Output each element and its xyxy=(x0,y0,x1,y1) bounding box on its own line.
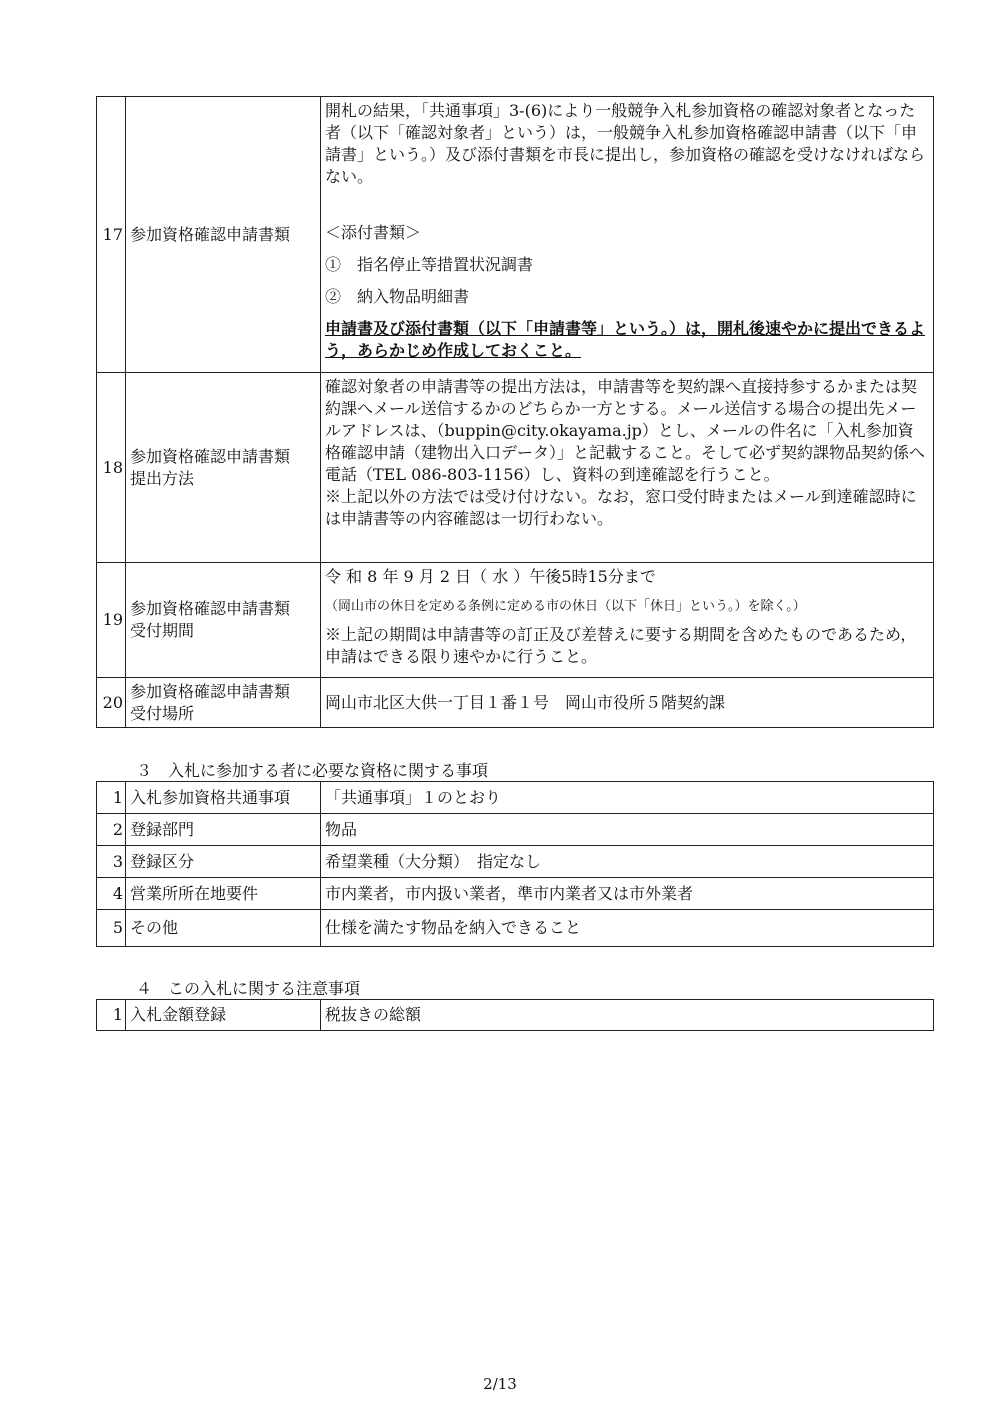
page-number: 2/13 xyxy=(483,1375,517,1393)
deadline-date: 令 和 8 年 9 月 2 日（ 水 ）午後5時15分まで xyxy=(325,567,656,586)
important-note: 申請書及び添付書類（以下「申請書等」という。）は，開札後速やかに提出できるよう，あらかじめ作成しておくこと。 xyxy=(325,319,926,360)
row-number: 17 xyxy=(97,97,126,373)
row-content xyxy=(321,97,934,373)
holiday-note: （岡山市の休日を定める条例に定める市の休日（以下「休日」という。）を除く。） xyxy=(325,599,806,614)
paragraph: ※上記以外の方法では受け付けない。なお，窓口受付時またはメール到達確認時には申請書等の内容確認は一切行わない。 xyxy=(325,487,917,528)
row-number: 5 xyxy=(97,910,126,947)
row-content: 市内業者，市内扱い業者，準市内業者又は市外業者 xyxy=(321,878,934,910)
qualification-table xyxy=(96,781,934,947)
row-number: 3 xyxy=(97,846,126,878)
application-table xyxy=(96,96,934,728)
table-row xyxy=(97,814,934,846)
row-label: 入札金額登録 xyxy=(126,1000,321,1031)
paragraph: 確認対象者の申請書等の提出方法は，申請書等を契約課へ直接持参するかまたは契約課へメール送信するかのどちらか一方とする。メール送信する場合の提出先メールアドレスは、（buppin@city.okayama.jp）とし、メールの件名に「入札参加資格確認申請（建物出入口データ）」と記載すること。そして必ず契約課物品契約係へ電話（TEL 086-803-1156）し、資料の到達確認を行うこと。 xyxy=(325,377,926,484)
row-label: 参加資格確認申請書類 受付場所 xyxy=(126,678,321,728)
section-heading: ４ この入札に関する注意事項 xyxy=(136,979,361,998)
row-content: 「共通事項」１のとおり xyxy=(321,782,934,814)
row-label: 参加資格確認申請書類 受付期間 xyxy=(126,563,321,678)
attachment-item: ② 納入物品明細書 xyxy=(325,287,470,306)
paragraph: 開札の結果，「共通事項」3-(6)により一般競争入札参加資格の確認対象者となった者（以下「確認対象者」という）は，一般競争入札参加資格確認申請書（以下「申請書」という。）及び添付書類を市長に提出し，参加資格の確認を受けなければならない。 xyxy=(325,101,926,186)
row-label: 登録部門 xyxy=(126,814,321,846)
row-number: 19 xyxy=(97,563,126,678)
attachment-heading: ＜添付書類＞ xyxy=(325,223,422,242)
row-label: 参加資格確認申請書類 提出方法 xyxy=(126,373,321,563)
row-number: 4 xyxy=(97,878,126,910)
table-row xyxy=(97,782,934,814)
paragraph: ※上記の期間は申請書等の訂正及び差替えに要する期間を含めたものであるため，申請はできる限り速やかに行うこと。 xyxy=(325,625,917,666)
row-number: 18 xyxy=(97,373,126,563)
attachment-item: ① 指名停止等措置状況調書 xyxy=(325,255,534,274)
row-number: 2 xyxy=(97,814,126,846)
row-content xyxy=(321,373,934,563)
row-content: 税抜きの総額 xyxy=(321,1000,934,1031)
row-content: 希望業種（大分類） 指定なし xyxy=(321,846,934,878)
notes-table xyxy=(96,999,934,1031)
table-row xyxy=(97,1000,934,1031)
row-content: 岡山市北区大供一丁目１番１号 岡山市役所５階契約課 xyxy=(321,678,934,728)
row-content: 仕様を満たす物品を納入できること xyxy=(321,910,934,947)
section-heading: ３ 入札に参加する者に必要な資格に関する事項 xyxy=(136,761,489,780)
table-row xyxy=(97,678,934,728)
table-row xyxy=(97,373,934,563)
table-row xyxy=(97,846,934,878)
row-label: 登録区分 xyxy=(126,846,321,878)
table-row xyxy=(97,910,934,947)
table-row xyxy=(97,97,934,373)
row-label: 参加資格確認申請書類 xyxy=(126,97,321,373)
row-number: 20 xyxy=(97,678,126,728)
row-number: 1 xyxy=(97,1000,126,1031)
row-label: 入札参加資格共通事項 xyxy=(126,782,321,814)
table-row xyxy=(97,563,934,678)
row-content: 物品 xyxy=(321,814,934,846)
row-content xyxy=(321,563,934,678)
table-row xyxy=(97,878,934,910)
row-label: 営業所所在地要件 xyxy=(126,878,321,910)
row-label: その他 xyxy=(126,910,321,947)
row-number: 1 xyxy=(97,782,126,814)
